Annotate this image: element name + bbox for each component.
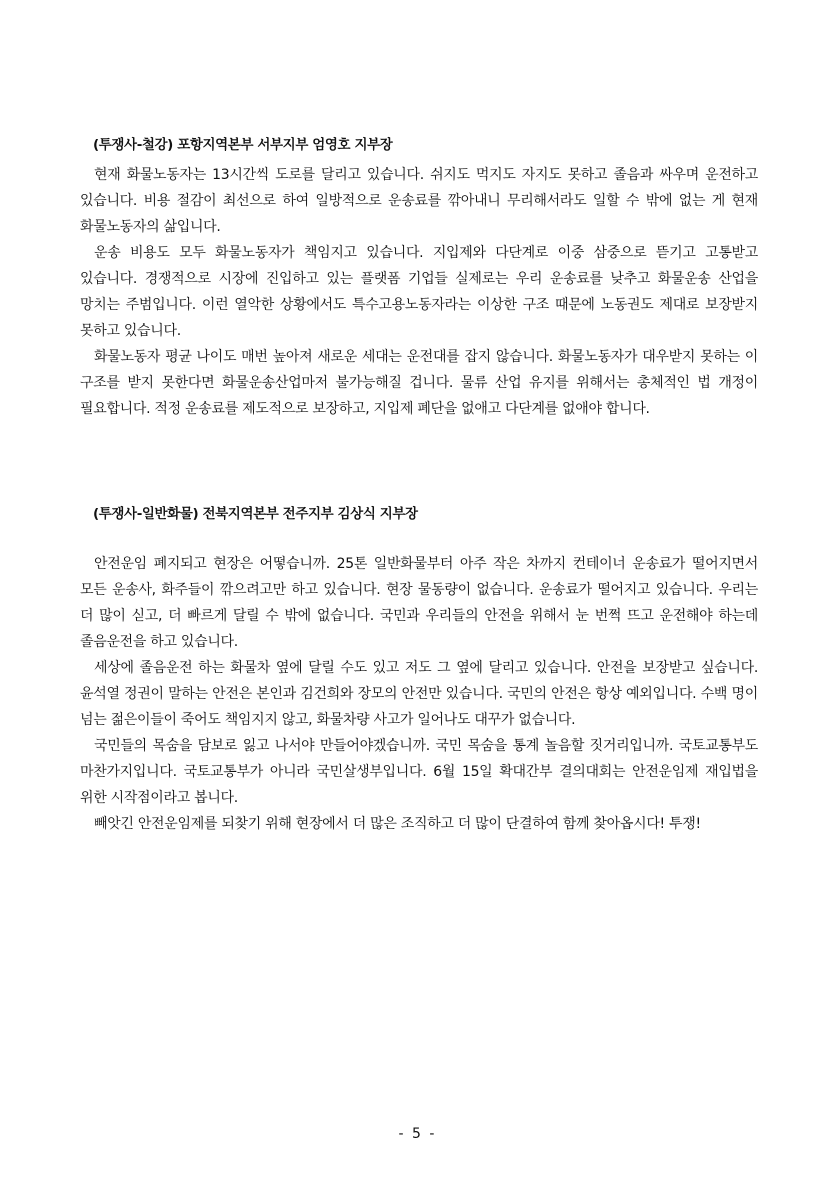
speech-section-general-cargo	[80, 503, 758, 837]
paragraph: 세상에 졸음운전 하는 화물차 옆에 달릴 수도 있고 저도 그 옆에 달리고 있습니다. 안전을 보장받고 싶습니다. 윤석열 정권이 말하는 안전은 본인과 김건희와 장모의 안전만 있습니다. 국민의 안전은 항상 예외입니다. 수백 명이 넘는 젊은이들이 죽어도 책임지지 않고, 화물차량 사고가 일어나도 대꾸가 없습니다.	[80, 660, 758, 728]
paragraph: 화물노동자 평균 나이도 매번 높아져 새로운 세대는 운전대를 잡지 않습니다. 화물노동자가 대우받지 못하는 이 구조를 받지 못한다면 화물운송산업마저 불가능해질 겁니다. 물류 산업 유지를 위해서는 총체적인 법 개정이 필요합니다. 적정 운송료를 제도적으로 보장하고, 지입제 폐단을 없애고 다단계를 없애야 합니다.	[80, 349, 758, 417]
paragraph: 안전운임 폐지되고 현장은 어떻습니까. 25톤 일반화물부터 아주 작은 차까지 컨테이너 운송료가 떨어지면서 모든 운송사, 화주들이 깎으려고만 하고 있습니다. 현장 물동량이 없습니다. 운송료가 떨어지고 있습니다. 우리는 더 많이 싣고, 더 빠르게 달릴 수 밖에 없습니다. 국민과 우리들의 안전을 위해서 눈 번쩍 뜨고 운전해야 하는데 졸음운전을 하고 있습니다.	[80, 556, 758, 650]
paragraph: 국민들의 목숨을 담보로 잃고 나서야 만들어야겠습니까. 국민 목숨을 통계 놀음할 짓거리입니까. 국토교통부도 마찬가지입니다. 국토교통부가 아니라 국민살생부입니다. 6월 15일 확대간부 결의대회는 안전운임제 재입법을 위한 시작점이라고 봅니다.	[80, 738, 758, 806]
paragraph: 운송 비용도 모두 화물노동자가 책임지고 있습니다. 지입제와 다단계로 이중 삼중으로 뜯기고 고통받고 있습니다. 경쟁적으로 시장에 진입하고 있는 플랫폼 기업들 실제로는 우리 운송료를 낮추고 화물운송 산업을 망치는 주범입니다. 이런 열악한 상황에서도 특수고용노동자라는 이상한 구조 때문에 노동권도 제대로 보장받지 못하고 있습니다.	[80, 245, 758, 339]
section-heading: (투쟁사-철강) 포항지역본부 서부지부 엄영호 지부장	[93, 137, 393, 153]
page-number: - 5 -	[398, 1126, 437, 1142]
section-heading: (투쟁사-일반화물) 전북지역본부 전주지부 김상식 지부장	[93, 506, 418, 522]
paragraph: 현재 화물노동자는 13시간씩 도로를 달리고 있습니다. 쉬지도 먹지도 자지도 못하고 졸음과 싸우며 운전하고 있습니다. 비용 절감이 최선으로 하여 일방적으로 운송료를 깎아내니 무리해서라도 일할 수 밖에 없는 게 현재 화물노동자의 삶입니다.	[80, 167, 758, 235]
speech-section-steel	[80, 134, 758, 422]
paragraph: 빼앗긴 안전운임제를 되찾기 위해 현장에서 더 많은 조직하고 더 많이 단결하여 함께 찾아옵시다! 투쟁!	[94, 816, 701, 832]
